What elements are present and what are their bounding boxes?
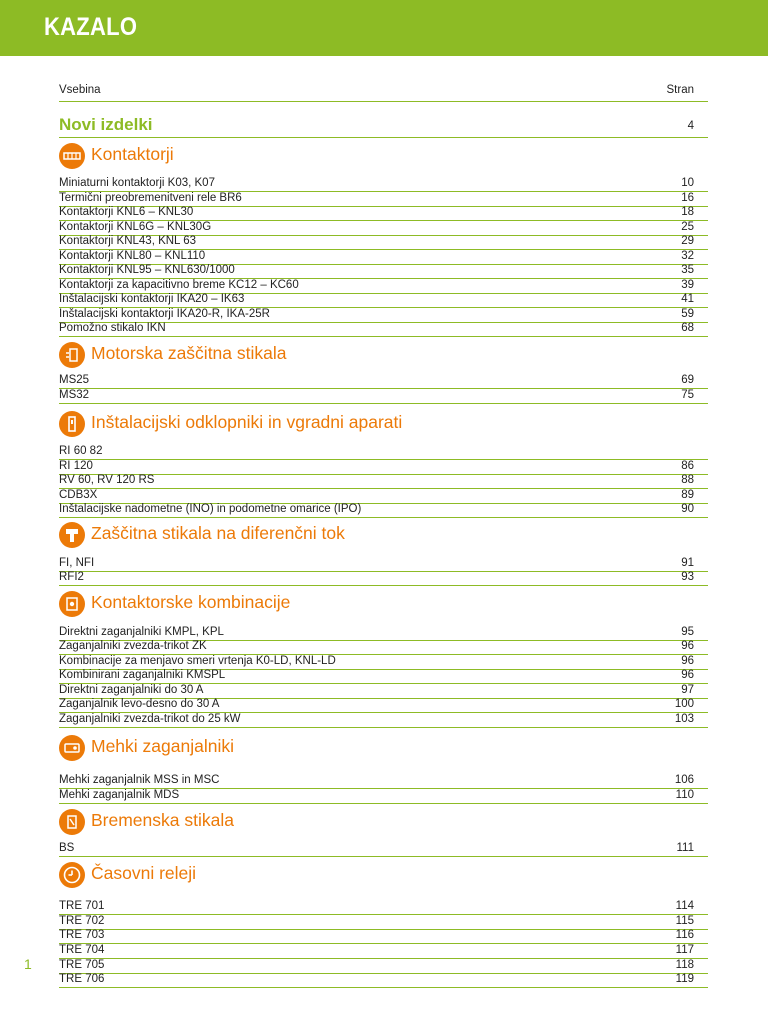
toc-row[interactable] xyxy=(59,697,708,713)
toc-entry-name: Kontaktorji KNL80 – KNL110 xyxy=(59,250,206,262)
combination-icon xyxy=(59,591,85,617)
toc-row[interactable] xyxy=(59,444,708,460)
toc-entry-page: 96 xyxy=(681,640,694,652)
toc-row[interactable] xyxy=(59,234,708,250)
clock-icon xyxy=(59,862,85,888)
toc-entry-page: 41 xyxy=(681,293,694,305)
toc-entry-name: Mehki zaganjalnik MSS in MSC xyxy=(59,774,220,786)
toc-entry-name: Termični preobremenitveni rele BR6 xyxy=(59,192,242,204)
section-title: Kontaktorske kombinacije xyxy=(91,592,291,612)
toc-entry-page: 91 xyxy=(681,557,694,569)
toc-row[interactable] xyxy=(59,712,708,728)
toc-entry-name: Kontaktorji KNL6 – KNL30 xyxy=(59,206,194,218)
rcd-icon xyxy=(59,522,85,548)
toc-entry-name: RV 60, RV 120 RS xyxy=(59,474,155,486)
toc-entry-name: Kombinirani zaganjalniki KMSPL xyxy=(59,669,226,681)
new-products-page: 4 xyxy=(687,120,694,132)
toc-entry-name: Direktni zaganjalniki KMPL, KPL xyxy=(59,626,224,638)
toc-entry-name: TRE 706 xyxy=(59,973,105,985)
toc-row[interactable] xyxy=(59,773,708,789)
toc-row[interactable] xyxy=(59,388,708,404)
toc-entry-page: 59 xyxy=(681,308,694,320)
toc-row[interactable] xyxy=(59,263,708,279)
toc-row[interactable] xyxy=(59,570,708,586)
toc-entry-name: MS32 xyxy=(59,389,90,401)
toc-entry-name: FI, NFI xyxy=(59,557,95,569)
toc-entry-page: 16 xyxy=(681,192,694,204)
toc-row[interactable] xyxy=(59,788,708,804)
toc-entry-page: 103 xyxy=(674,713,694,725)
toc-entry-name: Mehki zaganjalnik MDS xyxy=(59,789,180,801)
toc-entry-name: BS xyxy=(59,842,75,854)
toc-entry-page: 39 xyxy=(681,279,694,291)
toc-row[interactable] xyxy=(59,321,708,337)
toc-entry-page: 90 xyxy=(681,503,694,515)
toc-entry-page: 119 xyxy=(675,973,694,985)
toc-entry-name: TRE 704 xyxy=(59,944,105,956)
toc-entry-page: 97 xyxy=(681,684,694,696)
toc-row[interactable] xyxy=(59,668,708,684)
load-switch-icon xyxy=(59,809,85,835)
toc-entry-page: 69 xyxy=(681,374,694,386)
toc-entry-name: Inštalacijski kontaktorji IKA20-R, IKA-25R xyxy=(59,308,270,320)
toc-entry-page: 118 xyxy=(675,959,694,971)
toc-entry-name: Pomožno stikalo IKN xyxy=(59,322,166,334)
toc-entry-name: Kontaktorji za kapacitivno breme KC12 – KC60 xyxy=(59,279,299,291)
section-title: Mehki zaganjalniki xyxy=(91,736,234,756)
toc-entry-page: 114 xyxy=(675,900,694,912)
toc-entry-name: Kontaktorji KNL95 – KNL630/1000 xyxy=(59,264,235,276)
toc-entry-name: Direktni zaganjalniki do 30 A xyxy=(59,684,204,696)
section-title: Bremenska stikala xyxy=(91,810,234,830)
toc-entry-name: Zaganjalniki zvezda-trikot do 25 kW xyxy=(59,713,241,725)
toc-row[interactable] xyxy=(59,502,708,518)
toc-entry-page: 110 xyxy=(675,789,694,801)
toc-entry-page: 88 xyxy=(681,474,694,486)
section-title: Motorska zaščitna stikala xyxy=(91,343,287,363)
toc-entry-page: 75 xyxy=(681,389,694,401)
toc-row[interactable] xyxy=(59,899,708,915)
toc-entry-page: 116 xyxy=(675,929,694,941)
toc-entry-page: 10 xyxy=(681,177,694,189)
page-column-label: Stran xyxy=(666,84,694,96)
section-title: Časovni releji xyxy=(91,863,197,883)
new-products-entry[interactable] xyxy=(59,115,708,138)
breaker-icon xyxy=(59,411,85,437)
toc-row[interactable] xyxy=(59,928,708,944)
toc-entry-page: 25 xyxy=(681,221,694,233)
toc-entry-page: 32 xyxy=(681,250,694,262)
toc-row[interactable] xyxy=(59,943,708,959)
toc-entry-page: 100 xyxy=(674,698,694,710)
contactor-icon xyxy=(59,143,85,169)
page-title: KAZALO xyxy=(44,13,138,41)
toc-entry-page: 68 xyxy=(681,322,694,334)
toc-entry-name: RI 60 82 xyxy=(59,445,103,457)
toc-entry-page: 96 xyxy=(681,669,694,681)
toc-entry-name: Zaganjalniki zvezda-trikot ZK xyxy=(59,640,207,652)
toc-column-header xyxy=(59,84,708,102)
toc-entry-name: RFI2 xyxy=(59,571,84,583)
toc-entry-page: 89 xyxy=(681,489,694,501)
toc-entry-name: TRE 703 xyxy=(59,929,105,941)
section-title: Zaščitna stikala na diferenčni tok xyxy=(91,523,345,543)
toc-entry-name: Kontaktorji KNL6G – KNL30G xyxy=(59,221,212,233)
toc-entry-name: Inštalacijski kontaktorji IKA20 – IK63 xyxy=(59,293,245,305)
toc-entry-name: Zaganjalnik levo-desno do 30 A xyxy=(59,698,220,710)
toc-row[interactable] xyxy=(59,473,708,489)
toc-entry-page: 93 xyxy=(681,571,694,583)
section-title: Kontaktorji xyxy=(91,144,174,164)
toc-entry-page: 35 xyxy=(681,264,694,276)
toc-entry-name: RI 120 xyxy=(59,460,93,472)
toc-entry-page: 18 xyxy=(681,206,694,218)
toc-entry-page: 115 xyxy=(675,915,694,927)
toc-entry-name: CDB3X xyxy=(59,489,98,501)
page-number: 1 xyxy=(24,956,32,972)
section-title: Inštalacijski odklopniki in vgradni aparati xyxy=(91,412,403,432)
toc-entry-page: 111 xyxy=(676,842,694,854)
toc-entry-page: 86 xyxy=(681,460,694,472)
content-column-label: Vsebina xyxy=(59,84,101,96)
toc-entry-name: TRE 705 xyxy=(59,959,105,971)
toc-row[interactable] xyxy=(59,972,708,988)
toc-entry-name: Kontaktorji KNL43, KNL 63 xyxy=(59,235,197,247)
toc-entry-name: Kombinacije za menjavo smeri vrtenja K0-LD, KNL-LD xyxy=(59,655,336,667)
toc-entry-name: MS25 xyxy=(59,374,90,386)
toc-entry-page: 96 xyxy=(681,655,694,667)
toc-entry-page: 29 xyxy=(681,235,694,247)
toc-row[interactable] xyxy=(59,292,708,308)
toc-row[interactable] xyxy=(59,373,708,389)
header-bar xyxy=(0,0,768,56)
new-products-title: Novi izdelki xyxy=(59,115,153,134)
toc-entry-page: 106 xyxy=(674,774,694,786)
toc-entry-page: 95 xyxy=(681,626,694,638)
toc-entry-page: 117 xyxy=(675,944,694,956)
toc-entry-name: TRE 701 xyxy=(59,900,105,912)
toc-row[interactable] xyxy=(59,841,708,857)
toc-entry-name: TRE 702 xyxy=(59,915,105,927)
toc-entry-name: Miniaturni kontaktorji K03, K07 xyxy=(59,177,215,189)
toc-entry-name: Inštalacijske nadometne (INO) in podometne omarice (IPO) xyxy=(59,503,362,515)
motor-switch-icon xyxy=(59,342,85,368)
toc-row[interactable] xyxy=(59,205,708,221)
soft-starter-icon xyxy=(59,735,85,761)
toc-row[interactable] xyxy=(59,639,708,655)
toc-row[interactable] xyxy=(59,176,708,192)
